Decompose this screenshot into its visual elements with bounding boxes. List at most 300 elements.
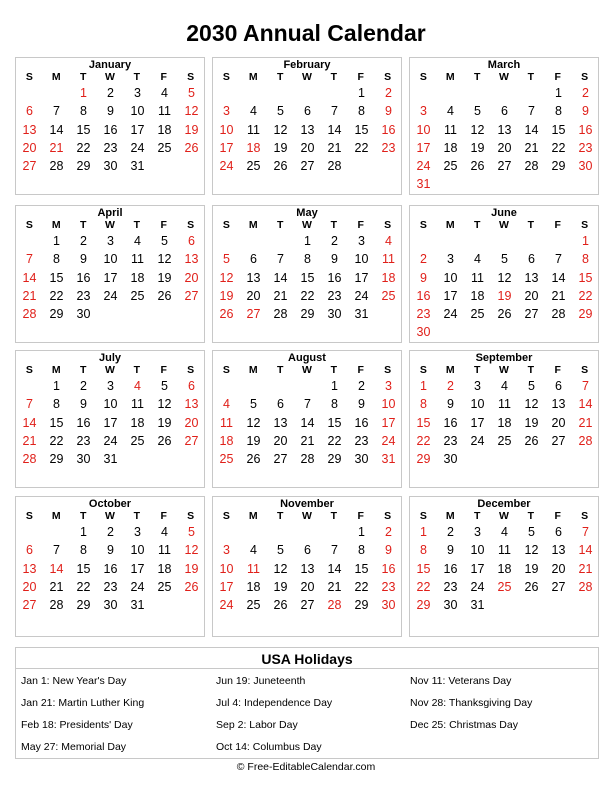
day-cell: 10 [103, 252, 118, 267]
day-cell: 13 [184, 397, 199, 412]
day-cell: 31 [103, 452, 118, 467]
month-december [409, 496, 599, 637]
day-cell: 2 [80, 379, 87, 393]
empty-cell [491, 84, 518, 102]
day-cell: 18 [497, 561, 512, 576]
holiday-column-1 [16, 673, 206, 761]
day-cell: 11 [220, 415, 233, 430]
footer-credit: © Free-EditableCalendar.com [236, 761, 376, 773]
day-cell: 25 [219, 452, 234, 467]
day-cell: 9 [447, 543, 454, 558]
day-cell: 3 [385, 379, 392, 393]
day-cell: 29 [49, 452, 64, 467]
day-cell: 7 [331, 543, 338, 558]
day-cell: 10 [219, 561, 234, 576]
weekday-header-row [213, 364, 401, 377]
empty-cell [240, 232, 267, 250]
weekday-header: S [25, 219, 33, 231]
day-grid [410, 232, 598, 342]
day-cell: 25 [130, 433, 145, 448]
day-cell: 15 [416, 561, 431, 576]
day-cell: 20 [551, 561, 566, 576]
weekday-header: S [187, 219, 195, 231]
day-cell: 20 [300, 140, 315, 155]
day-cell: 18 [157, 122, 172, 137]
weekday-header: S [384, 71, 392, 83]
day-cell: 3 [107, 379, 114, 393]
day-cell: 9 [107, 543, 114, 558]
day-cell: 1 [582, 234, 589, 248]
day-cell: 10 [443, 270, 458, 285]
month-name: February [283, 59, 331, 71]
weekday-header: W [302, 71, 312, 83]
empty-cell [491, 232, 518, 250]
month-november [212, 496, 402, 637]
day-cell: 23 [443, 433, 458, 448]
weekday-header: W [105, 219, 115, 231]
month-march [409, 57, 599, 195]
day-cell: 3 [107, 234, 114, 248]
month-april [15, 205, 205, 343]
day-cell: 31 [130, 598, 145, 613]
day-cell: 20 [22, 579, 37, 594]
weekday-header: M [248, 219, 258, 231]
day-cell: 21 [22, 288, 37, 303]
day-cell: 8 [331, 397, 338, 412]
day-cell: 11 [247, 122, 260, 137]
month-name: January [88, 59, 132, 71]
day-cell: 22 [551, 140, 566, 155]
weekday-header: T [276, 364, 284, 376]
day-cell: 19 [273, 579, 288, 594]
day-cell: 9 [80, 397, 87, 412]
day-cell: 28 [300, 452, 315, 467]
day-cell: 30 [381, 598, 396, 613]
day-cell: 24 [130, 140, 145, 155]
weekday-header: F [554, 364, 561, 376]
day-cell: 27 [22, 159, 37, 174]
day-cell: 16 [578, 122, 593, 137]
day-cell: 3 [420, 104, 427, 119]
day-cell: 5 [223, 252, 230, 267]
day-cell: 11 [131, 397, 144, 412]
day-cell: 9 [385, 543, 392, 558]
day-cell: 4 [161, 86, 168, 100]
day-grid [213, 523, 401, 614]
empty-cell [437, 84, 464, 102]
day-cell: 13 [246, 270, 261, 285]
day-cell: 22 [354, 579, 369, 594]
day-cell: 21 [327, 140, 342, 155]
month-name: September [475, 352, 533, 364]
month-name: July [98, 352, 121, 364]
day-cell: 25 [381, 288, 396, 303]
day-cell: 21 [49, 579, 64, 594]
weekday-header: T [330, 364, 338, 376]
day-cell: 17 [130, 122, 145, 137]
day-cell: 1 [53, 379, 60, 393]
day-cell: 24 [354, 288, 369, 303]
weekday-header: S [222, 219, 230, 231]
day-cell: 15 [76, 122, 91, 137]
empty-cell [518, 232, 545, 250]
weekday-header: T [133, 71, 141, 83]
page-title: 2030 Annual Calendar [186, 20, 426, 46]
day-cell: 2 [447, 525, 454, 539]
day-cell: 6 [26, 543, 33, 558]
day-cell: 23 [327, 288, 342, 303]
day-cell: 27 [551, 579, 566, 594]
day-cell: 18 [130, 270, 145, 285]
empty-cell [294, 377, 321, 395]
day-grid [410, 377, 598, 468]
weekday-header: T [133, 510, 141, 522]
day-cell: 9 [107, 104, 114, 119]
day-cell: 15 [578, 270, 593, 285]
day-cell: 21 [578, 415, 593, 430]
day-cell: 14 [49, 122, 64, 137]
day-cell: 23 [103, 579, 118, 594]
day-cell: 31 [381, 452, 396, 467]
month-name: November [280, 498, 334, 510]
day-cell: 20 [497, 140, 512, 155]
day-cell: 15 [354, 561, 369, 576]
day-cell: 25 [246, 598, 261, 613]
weekday-header: T [527, 510, 535, 522]
weekday-header-row [213, 71, 401, 84]
day-cell: 25 [443, 159, 458, 174]
day-cell: 26 [157, 288, 172, 303]
day-cell: 17 [443, 288, 458, 303]
day-cell: 4 [250, 104, 257, 119]
day-cell: 15 [76, 561, 91, 576]
day-cell: 27 [551, 433, 566, 448]
day-cell: 9 [80, 252, 87, 267]
day-cell: 10 [219, 122, 234, 137]
day-cell: 11 [444, 122, 457, 137]
day-cell: 25 [157, 579, 172, 594]
day-cell: 6 [188, 379, 195, 393]
day-cell: 21 [578, 561, 593, 576]
day-cell: 7 [304, 397, 311, 412]
day-cell: 8 [358, 104, 365, 119]
day-grid [16, 84, 204, 175]
day-cell: 2 [358, 379, 365, 393]
day-cell: 18 [219, 433, 234, 448]
weekday-header-row [213, 219, 401, 232]
day-cell: 16 [327, 270, 342, 285]
day-cell: 13 [300, 561, 315, 576]
day-cell: 13 [273, 415, 288, 430]
day-cell: 8 [420, 397, 427, 412]
holiday-item: Nov 28: Thanksgiving Day [410, 697, 533, 709]
weekday-header: T [276, 71, 284, 83]
weekday-header: W [499, 219, 509, 231]
day-cell: 9 [385, 104, 392, 119]
day-cell: 10 [416, 122, 431, 137]
day-cell: 11 [471, 270, 484, 285]
day-cell: 24 [381, 433, 396, 448]
day-cell: 22 [327, 433, 342, 448]
day-cell: 27 [300, 598, 315, 613]
day-cell: 17 [470, 561, 485, 576]
day-cell: 15 [49, 415, 64, 430]
empty-cell [16, 84, 43, 102]
day-cell: 16 [103, 122, 118, 137]
day-cell: 29 [354, 598, 369, 613]
day-cell: 29 [76, 598, 91, 613]
holiday-item: Jan 1: New Year's Day [21, 675, 127, 687]
day-cell: 23 [578, 140, 593, 155]
day-cell: 1 [53, 234, 60, 248]
weekday-header: F [160, 364, 167, 376]
day-cell: 27 [184, 288, 199, 303]
day-cell: 5 [474, 104, 481, 119]
day-cell: 10 [354, 252, 369, 267]
day-cell: 28 [551, 307, 566, 322]
day-cell: 15 [416, 415, 431, 430]
day-cell: 24 [470, 433, 485, 448]
weekday-header: S [384, 364, 392, 376]
day-cell: 25 [470, 307, 485, 322]
day-cell: 15 [327, 415, 342, 430]
weekday-header: S [419, 71, 427, 83]
day-cell: 17 [416, 140, 431, 155]
day-cell: 13 [22, 561, 37, 576]
weekday-header: M [248, 364, 258, 376]
day-cell: 6 [26, 104, 33, 119]
day-cell: 24 [130, 579, 145, 594]
day-cell: 19 [524, 415, 539, 430]
day-cell: 2 [385, 525, 392, 539]
day-cell: 12 [524, 397, 539, 412]
day-cell: 14 [551, 270, 566, 285]
weekday-header-row [16, 219, 204, 232]
day-cell: 12 [157, 252, 172, 267]
empty-cell [267, 84, 294, 102]
day-grid [213, 84, 401, 175]
day-cell: 11 [247, 561, 260, 576]
day-cell: 13 [551, 397, 566, 412]
day-cell: 23 [76, 288, 91, 303]
day-cell: 26 [157, 433, 172, 448]
day-cell: 26 [246, 452, 261, 467]
day-cell: 4 [223, 397, 230, 412]
day-cell: 1 [420, 379, 427, 393]
day-cell: 20 [22, 140, 37, 155]
day-cell: 7 [331, 104, 338, 119]
day-cell: 16 [354, 415, 369, 430]
day-cell: 5 [528, 525, 535, 539]
day-cell: 22 [300, 288, 315, 303]
empty-cell [321, 523, 348, 541]
month-january [15, 57, 205, 195]
weekday-header: F [160, 219, 167, 231]
day-cell: 6 [555, 525, 562, 539]
day-cell: 7 [582, 379, 589, 393]
month-may [212, 205, 402, 343]
day-cell: 9 [420, 270, 427, 285]
day-cell: 1 [358, 86, 365, 100]
day-cell: 24 [443, 307, 458, 322]
day-cell: 29 [416, 598, 431, 613]
day-cell: 4 [447, 104, 454, 119]
empty-cell [267, 523, 294, 541]
day-cell: 4 [250, 543, 257, 558]
weekday-header: T [79, 510, 87, 522]
day-cell: 18 [470, 288, 485, 303]
weekday-header: W [499, 364, 509, 376]
day-cell: 2 [331, 234, 338, 248]
day-cell: 17 [354, 270, 369, 285]
weekday-header-row [410, 219, 598, 232]
day-cell: 3 [134, 86, 141, 100]
empty-cell [267, 232, 294, 250]
day-cell: 23 [416, 307, 431, 322]
day-cell: 10 [130, 104, 145, 119]
holiday-item: Dec 25: Christmas Day [410, 719, 518, 731]
day-cell: 9 [582, 104, 589, 119]
weekday-header: T [527, 71, 535, 83]
day-grid [16, 523, 204, 614]
day-cell: 28 [578, 433, 593, 448]
day-cell: 1 [80, 86, 87, 100]
day-cell: 19 [184, 561, 199, 576]
day-cell: 12 [246, 415, 261, 430]
month-name: April [97, 207, 123, 219]
weekday-header: W [302, 364, 312, 376]
day-cell: 28 [524, 159, 539, 174]
day-cell: 14 [578, 543, 593, 558]
day-cell: 4 [501, 379, 508, 393]
holiday-item: Feb 18: Presidents' Day [21, 719, 133, 731]
holiday-item: Sep 2: Labor Day [216, 719, 298, 731]
weekday-header-row [16, 71, 204, 84]
day-cell: 16 [416, 288, 431, 303]
weekday-header: S [25, 364, 33, 376]
weekday-header: T [79, 219, 87, 231]
empty-cell [240, 523, 267, 541]
day-cell: 22 [76, 140, 91, 155]
weekday-header: W [105, 364, 115, 376]
day-cell: 26 [470, 159, 485, 174]
day-cell: 12 [273, 561, 288, 576]
holiday-item: Nov 11: Veterans Day [410, 675, 512, 687]
weekday-header: S [25, 510, 33, 522]
day-cell: 28 [22, 452, 37, 467]
weekday-header: S [581, 219, 589, 231]
day-cell: 14 [578, 397, 593, 412]
empty-cell [464, 84, 491, 102]
day-cell: 9 [447, 397, 454, 412]
day-cell: 25 [130, 288, 145, 303]
day-cell: 8 [80, 543, 87, 558]
day-cell: 17 [219, 140, 234, 155]
day-cell: 11 [158, 543, 171, 558]
day-cell: 24 [219, 598, 234, 613]
empty-cell [410, 232, 437, 250]
weekday-header: T [330, 510, 338, 522]
day-cell: 12 [273, 122, 288, 137]
day-cell: 26 [273, 598, 288, 613]
day-cell: 22 [354, 140, 369, 155]
month-name: May [296, 207, 318, 219]
day-cell: 28 [578, 579, 593, 594]
day-grid [213, 232, 401, 323]
day-cell: 6 [528, 252, 535, 267]
day-cell: 13 [524, 270, 539, 285]
weekday-header: T [473, 510, 481, 522]
day-grid [213, 377, 401, 468]
day-cell: 16 [381, 561, 396, 576]
day-cell: 4 [474, 252, 481, 267]
empty-cell [213, 84, 240, 102]
day-cell: 2 [385, 86, 392, 100]
day-cell: 8 [555, 104, 562, 119]
weekday-header: F [554, 219, 561, 231]
weekday-header: W [105, 71, 115, 83]
weekday-header: F [357, 364, 364, 376]
month-july [15, 350, 205, 488]
day-cell: 21 [273, 288, 288, 303]
day-cell: 5 [277, 543, 284, 558]
day-cell: 26 [219, 307, 234, 322]
day-cell: 26 [273, 159, 288, 174]
day-cell: 8 [420, 543, 427, 558]
weekday-header: T [330, 219, 338, 231]
weekday-header: W [499, 510, 509, 522]
day-cell: 1 [358, 525, 365, 539]
day-cell: 26 [524, 579, 539, 594]
day-cell: 29 [49, 307, 64, 322]
day-cell: 20 [184, 270, 199, 285]
day-cell: 27 [22, 598, 37, 613]
day-cell: 25 [497, 579, 512, 594]
day-cell: 3 [358, 234, 365, 248]
day-cell: 30 [443, 598, 458, 613]
day-cell: 1 [331, 379, 338, 393]
day-cell: 13 [22, 122, 37, 137]
weekday-header: S [187, 71, 195, 83]
day-cell: 7 [26, 252, 33, 267]
day-cell: 10 [381, 397, 396, 412]
weekday-header: F [357, 219, 364, 231]
day-cell: 10 [470, 397, 485, 412]
day-cell: 27 [497, 159, 512, 174]
weekday-header: S [581, 510, 589, 522]
weekday-header: T [473, 219, 481, 231]
weekday-header: M [51, 219, 61, 231]
day-cell: 4 [134, 379, 141, 393]
day-cell: 3 [474, 525, 481, 539]
weekday-header: S [187, 364, 195, 376]
day-cell: 11 [382, 252, 395, 267]
day-cell: 6 [304, 104, 311, 119]
day-cell: 26 [497, 307, 512, 322]
day-cell: 9 [331, 252, 338, 267]
empty-cell [267, 377, 294, 395]
day-cell: 14 [327, 561, 342, 576]
weekday-header-row [410, 510, 598, 523]
day-cell: 29 [416, 452, 431, 467]
day-cell: 23 [381, 140, 396, 155]
weekday-header: T [473, 71, 481, 83]
day-cell: 30 [103, 598, 118, 613]
day-cell: 21 [551, 288, 566, 303]
empty-cell [410, 84, 437, 102]
day-cell: 29 [578, 307, 593, 322]
day-cell: 28 [273, 307, 288, 322]
